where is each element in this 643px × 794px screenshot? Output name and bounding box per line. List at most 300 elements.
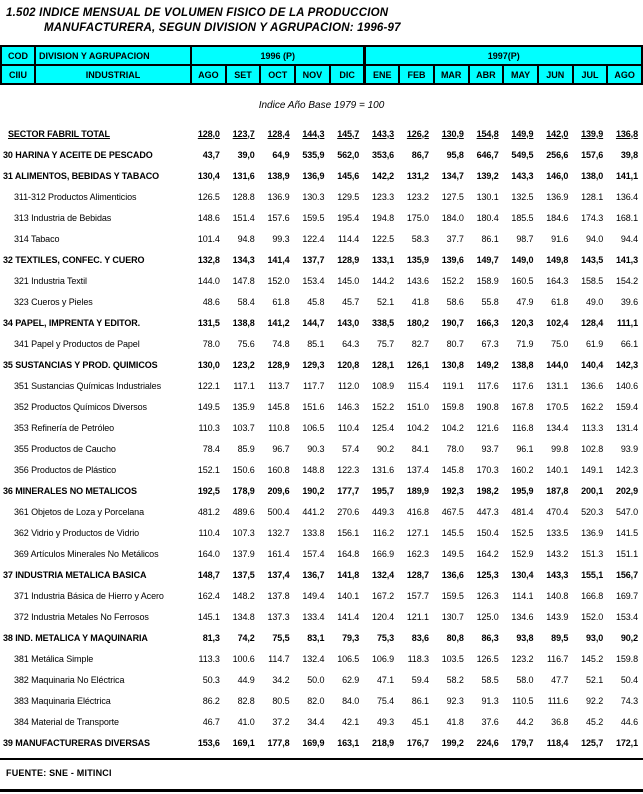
value-cell: 83,6: [411, 632, 429, 643]
row-label: 369 Artículos Minerales No Metálicos: [14, 548, 159, 559]
value-cell: 128,1: [372, 359, 395, 370]
value-cell: 166.8: [581, 590, 604, 601]
value-cell: 149,7: [476, 254, 499, 265]
value-cell: 43,7: [202, 149, 220, 160]
value-cell: 120,8: [337, 359, 360, 370]
value-cell: 467.5: [441, 506, 464, 517]
value-cell: 169,9: [302, 737, 325, 748]
value-cell: 36.8: [551, 716, 569, 727]
value-cell: 199,2: [441, 737, 464, 748]
value-cell: 104.2: [441, 422, 464, 433]
value-cell: 137.3: [267, 611, 290, 622]
value-cell: 187,8: [546, 485, 569, 496]
value-cell: 154,8: [476, 128, 499, 139]
value-cell: 145.5: [441, 527, 464, 538]
value-cell: 136.9: [581, 527, 604, 538]
table-row: [0, 711, 643, 732]
value-cell: 145.1: [197, 611, 220, 622]
value-cell: 137,4: [267, 569, 290, 580]
value-cell: 134.6: [511, 611, 534, 622]
page-title: [6, 6, 643, 36]
value-cell: 123.2: [511, 653, 534, 664]
header-division: DIVISION Y AGRUPACION: [35, 46, 191, 65]
value-cell: 144.0: [197, 275, 220, 286]
row-label: 311-312 Productos Alimenticios: [14, 191, 137, 202]
value-cell: 189,9: [406, 485, 429, 496]
value-cell: 86,7: [411, 149, 429, 160]
value-cell: 71.9: [516, 338, 534, 349]
value-cell: 116.8: [512, 422, 534, 433]
value-cell: 162.3: [406, 548, 429, 559]
value-cell: 99.8: [551, 443, 569, 454]
header-ciiu: CIIU: [1, 65, 35, 84]
value-cell: 157,6: [581, 149, 604, 160]
row-label: 351 Sustancias Químicas Industriales: [14, 380, 161, 391]
value-cell: 123.2: [406, 191, 429, 202]
value-cell: 48.6: [202, 296, 220, 307]
value-cell: 49.0: [586, 296, 604, 307]
value-cell: 152.1: [197, 464, 220, 475]
value-cell: 123,2: [232, 359, 255, 370]
row-label: 34 PAPEL, IMPRENTA Y EDITOR.: [3, 317, 141, 328]
value-cell: 44.6: [620, 716, 638, 727]
month-header-cell: NOV: [295, 65, 330, 84]
value-cell: 94.8: [237, 233, 255, 244]
value-cell: 132.5: [511, 191, 534, 202]
value-cell: 198,2: [476, 485, 499, 496]
value-cell: 157.4: [302, 548, 325, 559]
value-cell: 143.9: [546, 611, 569, 622]
value-cell: 152.2: [441, 275, 464, 286]
header-year-1996: 1996 (P): [191, 46, 364, 65]
table-row: [0, 417, 643, 438]
value-cell: 125.0: [476, 611, 499, 622]
value-cell: 169,1: [232, 737, 255, 748]
value-cell: 141,8: [337, 569, 360, 580]
value-cell: 116.2: [372, 527, 395, 538]
value-cell: 121.1: [406, 611, 429, 622]
value-cell: 179,7: [511, 737, 534, 748]
table-body: [0, 123, 643, 753]
value-cell: 138,8: [511, 359, 534, 370]
value-cell: 82.8: [237, 695, 255, 706]
value-cell: 152.5: [511, 527, 534, 538]
value-cell: 156,7: [615, 569, 638, 580]
value-cell: 92.2: [586, 695, 604, 706]
month-header-cell: JUN: [538, 65, 573, 84]
value-cell: 85.1: [307, 338, 325, 349]
value-cell: 122.1: [197, 380, 220, 391]
value-cell: 82.7: [411, 338, 429, 349]
value-cell: 481.4: [511, 506, 534, 517]
value-cell: 84.1: [411, 443, 429, 454]
row-label: 31 ALIMENTOS, BEBIDAS Y TABACO: [3, 170, 160, 181]
table-row: [0, 228, 643, 249]
value-cell: 138,9: [267, 170, 290, 181]
row-label: 313 Industria de Bebidas: [14, 212, 112, 223]
value-cell: 34.2: [272, 674, 290, 685]
value-cell: 164.0: [197, 548, 220, 559]
value-cell: 169.7: [615, 590, 638, 601]
value-cell: 159.5: [441, 590, 464, 601]
month-header-cell: FEB: [399, 65, 434, 84]
value-cell: 41.8: [446, 716, 464, 727]
value-cell: 110.5: [512, 695, 534, 706]
value-cell: 160.2: [511, 464, 534, 475]
value-cell: 149.4: [302, 590, 325, 601]
value-cell: 338,5: [372, 317, 395, 328]
value-cell: 256,6: [546, 149, 569, 160]
row-label: 362 Vidrio y Productos de Vidrio: [14, 527, 140, 538]
value-cell: 135.9: [232, 401, 255, 412]
value-cell: 147.8: [232, 275, 255, 286]
value-cell: 116.7: [546, 653, 569, 664]
value-cell: 150.6: [232, 464, 255, 475]
value-cell: 98.7: [516, 233, 534, 244]
value-cell: 142,2: [372, 170, 395, 181]
value-cell: 66.1: [620, 338, 638, 349]
value-cell: 106.5: [337, 653, 360, 664]
value-cell: 138,8: [232, 317, 255, 328]
value-cell: 151.4: [232, 212, 255, 223]
row-label: 30 HARINA Y ACEITE DE PESCADO: [3, 149, 153, 160]
value-cell: 85.9: [237, 443, 255, 454]
value-cell: 142,3: [615, 359, 638, 370]
table-row: [0, 648, 643, 669]
value-cell: 176,7: [406, 737, 429, 748]
month-header-cell: MAY: [503, 65, 538, 84]
value-cell: 44.9: [237, 674, 255, 685]
table-header: [0, 45, 643, 85]
value-cell: 138,0: [581, 170, 604, 181]
value-cell: 130,0: [197, 359, 220, 370]
value-cell: 145.0: [337, 275, 360, 286]
value-cell: 489.6: [232, 506, 255, 517]
value-cell: 549,5: [511, 149, 534, 160]
value-cell: 164.8: [337, 548, 360, 559]
value-cell: 157.7: [406, 590, 429, 601]
value-cell: 58.3: [411, 233, 429, 244]
value-cell: 89,5: [551, 632, 569, 643]
table-row: [0, 501, 643, 522]
value-cell: 42.1: [342, 716, 360, 727]
value-cell: 64.3: [342, 338, 360, 349]
value-cell: 152.0: [581, 611, 604, 622]
value-cell: 132.4: [302, 653, 325, 664]
value-cell: 481.2: [197, 506, 220, 517]
value-cell: 78.4: [202, 443, 220, 454]
value-cell: 270.6: [337, 506, 360, 517]
value-cell: 92.3: [446, 695, 464, 706]
value-cell: 144,3: [302, 128, 325, 139]
value-cell: 520.3: [581, 506, 604, 517]
value-cell: 562,0: [337, 149, 360, 160]
value-cell: 447.3: [476, 506, 499, 517]
table-row: [0, 249, 643, 270]
value-cell: 145,7: [337, 128, 360, 139]
value-cell: 84.0: [342, 695, 360, 706]
value-cell: 81,3: [202, 632, 220, 643]
value-cell: 96.7: [272, 443, 290, 454]
value-cell: 190.8: [476, 401, 499, 412]
value-cell: 74,2: [237, 632, 255, 643]
value-cell: 170.5: [546, 401, 569, 412]
value-cell: 100.6: [232, 653, 255, 664]
month-header-cell: ABR: [469, 65, 504, 84]
value-cell: 106.5: [302, 422, 325, 433]
value-cell: 52.1: [376, 296, 395, 307]
row-label: 355 Productos de Caucho: [14, 443, 116, 454]
value-cell: 103.7: [232, 422, 255, 433]
value-cell: 163,1: [337, 737, 360, 748]
value-cell: 45.8: [307, 296, 325, 307]
value-cell: 115.4: [407, 380, 429, 391]
month-header-cell: DIC: [330, 65, 365, 84]
value-cell: 353,6: [372, 149, 395, 160]
value-cell: 139,2: [476, 170, 499, 181]
value-cell: 122.3: [337, 464, 360, 475]
value-cell: 119.1: [442, 380, 464, 391]
value-cell: 113.3: [581, 422, 604, 433]
value-cell: 128,4: [267, 128, 290, 139]
row-label: 382 Maquinaria No Eléctrica: [14, 674, 125, 685]
value-cell: 55.8: [481, 296, 499, 307]
value-cell: 111.6: [547, 695, 569, 706]
value-cell: 94.4: [620, 233, 638, 244]
value-cell: 131.6: [372, 464, 395, 475]
value-cell: 135,9: [406, 254, 429, 265]
value-cell: 195,9: [511, 485, 534, 496]
value-cell: 144,7: [302, 317, 325, 328]
value-cell: 45.7: [342, 296, 360, 307]
row-label: 314 Tabaco: [14, 233, 60, 244]
value-cell: 149,0: [511, 254, 534, 265]
table-row: [0, 270, 643, 291]
value-cell: 159.8: [441, 401, 464, 412]
value-cell: 78.0: [446, 443, 464, 454]
row-label: 371 Industria Básica de Hierro y Acero: [14, 590, 164, 601]
value-cell: 58.0: [516, 674, 534, 685]
row-label: 384 Material de Transporte: [14, 716, 119, 727]
value-cell: 129,3: [302, 359, 325, 370]
value-cell: 47.9: [516, 296, 534, 307]
value-cell: 547.0: [615, 506, 638, 517]
value-cell: 37.2: [272, 716, 290, 727]
row-label: 38 IND. METALICA Y MAQUINARIA: [3, 632, 148, 643]
value-cell: 131.1: [546, 380, 569, 391]
value-cell: 149.1: [581, 464, 604, 475]
value-cell: 166.9: [372, 548, 395, 559]
value-cell: 136,6: [441, 569, 464, 580]
value-cell: 90.3: [307, 443, 325, 454]
value-cell: 117.7: [303, 380, 325, 391]
table-row: [0, 123, 643, 144]
value-cell: 91.6: [551, 233, 569, 244]
value-cell: 39,8: [620, 149, 638, 160]
value-cell: 78.0: [202, 338, 220, 349]
table-row: [0, 186, 643, 207]
source-note: FUENTE: SNE - MITINCI: [6, 768, 112, 778]
value-cell: 75.7: [376, 338, 395, 349]
value-cell: 130,9: [441, 128, 464, 139]
table-row: [0, 354, 643, 375]
table-row: [0, 585, 643, 606]
value-cell: 110.8: [268, 422, 290, 433]
value-cell: 95,8: [446, 149, 464, 160]
value-cell: 128.8: [232, 191, 255, 202]
value-cell: 152.9: [511, 548, 534, 559]
value-cell: 110.4: [198, 527, 220, 538]
bottom-border: [0, 789, 643, 792]
value-cell: 45.1: [411, 716, 429, 727]
value-cell: 441.2: [302, 506, 325, 517]
value-cell: 141.5: [615, 527, 638, 538]
value-cell: 149,2: [476, 359, 499, 370]
value-cell: 37.6: [481, 716, 499, 727]
value-cell: 174.3: [581, 212, 604, 223]
value-cell: 143,3: [511, 170, 534, 181]
table-row: [0, 375, 643, 396]
value-cell: 125,7: [581, 737, 604, 748]
value-cell: 141,4: [267, 254, 290, 265]
value-cell: 159.4: [615, 401, 638, 412]
value-cell: 106.9: [372, 653, 395, 664]
value-cell: 41.0: [237, 716, 255, 727]
value-cell: 129.5: [337, 191, 360, 202]
value-cell: 177,7: [337, 485, 360, 496]
value-cell: 140.1: [546, 464, 569, 475]
value-cell: 449.3: [372, 506, 395, 517]
value-cell: 128,9: [337, 254, 360, 265]
value-cell: 132.7: [267, 527, 290, 538]
value-cell: 61.8: [551, 296, 569, 307]
value-cell: 132,8: [197, 254, 220, 265]
value-cell: 75,5: [272, 632, 290, 643]
value-cell: 134.4: [546, 422, 569, 433]
month-header-cell: AGO: [607, 65, 642, 84]
value-cell: 149,8: [546, 254, 569, 265]
value-cell: 128,4: [581, 317, 604, 328]
value-cell: 148,7: [197, 569, 220, 580]
value-cell: 148.2: [232, 590, 255, 601]
value-cell: 94.0: [586, 233, 604, 244]
value-cell: 142,0: [546, 128, 569, 139]
table-row: [0, 312, 643, 333]
value-cell: 167.2: [372, 590, 395, 601]
value-cell: 127.1: [406, 527, 429, 538]
value-cell: 91.3: [481, 695, 499, 706]
value-cell: 159.5: [302, 212, 325, 223]
value-cell: 58.6: [446, 296, 464, 307]
value-cell: 50.4: [620, 674, 638, 685]
value-cell: 158.9: [476, 275, 499, 286]
value-cell: 74.8: [272, 338, 290, 349]
value-cell: 93.9: [620, 443, 638, 454]
value-cell: 184.0: [441, 212, 464, 223]
row-label: 35 SUSTANCIAS Y PROD. QUIMICOS: [3, 359, 158, 370]
value-cell: 41.8: [411, 296, 429, 307]
value-cell: 139,9: [581, 128, 604, 139]
row-label: 341 Papel y Productos de Papel: [14, 338, 140, 349]
row-label: 361 Objetos de Loza y Porcelana: [14, 506, 144, 517]
base-index-note: Indice Año Base 1979 = 100: [258, 100, 385, 111]
value-cell: 500.4: [267, 506, 290, 517]
value-cell: 192,5: [197, 485, 220, 496]
value-cell: 646,7: [476, 149, 499, 160]
value-cell: 52.1: [586, 674, 604, 685]
page-title-line2: MANUFACTURERA, SEGUN DIVISION Y AGRUPACION: 1996-97: [44, 22, 401, 34]
value-cell: 125.4: [372, 422, 395, 433]
value-cell: 141,1: [615, 170, 638, 181]
value-cell: 61.9: [586, 338, 604, 349]
value-cell: 120,3: [511, 317, 534, 328]
row-label: 321 Industria Textil: [14, 275, 87, 286]
value-cell: 128,7: [406, 569, 429, 580]
value-cell: 93,8: [516, 632, 534, 643]
header-industrial: INDUSTRIAL: [35, 65, 191, 84]
value-cell: 145.8: [441, 464, 464, 475]
table-row: [0, 459, 643, 480]
value-cell: 80.7: [446, 338, 464, 349]
row-label: 353 Refinería de Petróleo: [14, 422, 115, 433]
value-cell: 37.7: [446, 233, 464, 244]
value-cell: 140.8: [546, 590, 569, 601]
value-cell: 75.6: [237, 338, 255, 349]
page-title-line1: 1.502 INDICE MENSUAL DE VOLUMEN FISICO DE LA PRODUCCION: [6, 7, 389, 19]
value-cell: 82.0: [307, 695, 325, 706]
value-cell: 58.2: [446, 674, 464, 685]
value-cell: 151.0: [406, 401, 429, 412]
value-cell: 117.6: [477, 380, 499, 391]
value-cell: 144,0: [546, 359, 569, 370]
value-cell: 102.8: [581, 443, 604, 454]
month-header-cell: MAR: [434, 65, 469, 84]
value-cell: 126.5: [476, 653, 499, 664]
value-cell: 160.8: [267, 464, 290, 475]
value-cell: 102,4: [546, 317, 569, 328]
value-cell: 145.2: [581, 653, 604, 664]
value-cell: 130.3: [302, 191, 325, 202]
value-cell: 131,5: [197, 317, 220, 328]
month-header-cell: OCT: [260, 65, 295, 84]
value-cell: 136.9: [546, 191, 569, 202]
header-year-1997: 1997(P): [364, 46, 642, 65]
table-row: [0, 690, 643, 711]
value-cell: 130.7: [441, 611, 464, 622]
value-cell: 164.2: [476, 548, 499, 559]
value-cell: 122.4: [302, 233, 325, 244]
value-cell: 137,7: [302, 254, 325, 265]
value-cell: 136.4: [615, 191, 638, 202]
value-cell: 47.1: [376, 674, 395, 685]
value-cell: 136,7: [302, 569, 325, 580]
table-row: [0, 564, 643, 585]
value-cell: 123.3: [372, 191, 395, 202]
value-cell: 143.2: [546, 548, 569, 559]
value-cell: 112.0: [337, 380, 360, 391]
value-cell: 47.7: [551, 674, 569, 685]
value-cell: 61.8: [272, 296, 290, 307]
table-row: [0, 207, 643, 228]
value-cell: 160.5: [511, 275, 534, 286]
value-cell: 90.2: [376, 443, 395, 454]
value-cell: 107.3: [232, 527, 255, 538]
row-label: 372 Industria Metales No Ferrosos: [14, 611, 149, 622]
value-cell: 134.8: [232, 611, 255, 622]
value-cell: 155,1: [581, 569, 604, 580]
table-row: [0, 291, 643, 312]
value-cell: 126,2: [406, 128, 429, 139]
